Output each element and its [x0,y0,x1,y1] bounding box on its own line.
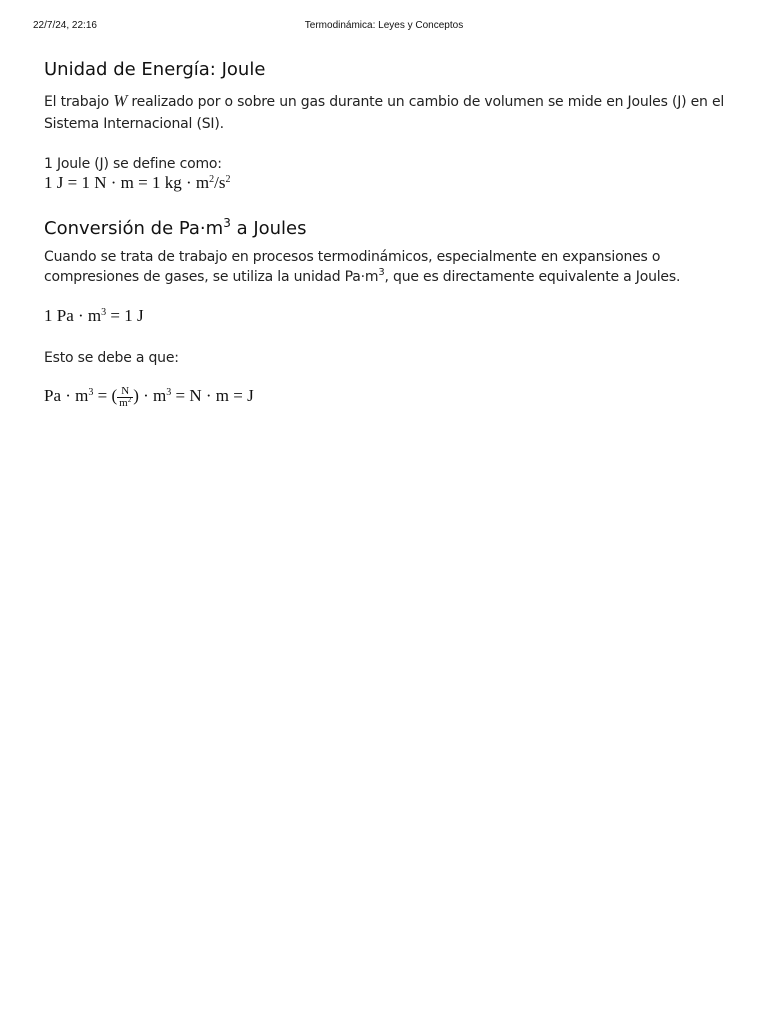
conversion-paragraph [44,247,734,287]
joule-definition-label: 1 Joule (J) se define como: [44,156,222,172]
conversion-paragraph-exp: 3 [378,267,385,278]
eq2-end: = N · m = J [171,386,254,405]
conversion-heading-end: a Joules [230,218,307,239]
eq2-open-paren: = ( [93,386,118,405]
fraction-numerator: N [117,386,133,398]
work-paragraph [44,90,734,135]
fraction-denominator-base: m [119,396,128,409]
joule-eq-slash: /s [214,173,226,192]
section-heading-conversion [44,215,734,243]
reason-label: Esto se debe a que: [44,350,179,366]
eq1-end: = 1 J [106,306,144,325]
print-header [0,18,768,34]
pa-m3-equals-joule-equation [44,305,734,327]
joule-eq-exp1: 2 [209,174,215,185]
print-date: 22/7/24, 22:16 [33,20,97,31]
joule-definition-equation [44,173,734,193]
eq1-exp: 3 [101,307,107,318]
work-variable: W [113,91,128,110]
print-title: Termodinámica: Leyes y Conceptos [304,20,464,31]
joule-eq-exp2: 2 [225,174,231,185]
eq2-close-paren: ) · m [133,386,167,405]
work-paragraph-text-start: El trabajo [44,94,114,110]
work-paragraph-text-end: realizado por o sobre un gas durante un cambio de volumen se mide en Joules (J) en el Sistema Internacional (SI). [44,94,725,132]
conversion-paragraph-end: , que es directamente equivalente a Joules. [384,269,681,285]
conversion-paragraph-start: Cuando se trata de trabajo en procesos termodinámicos, especialmente en expansiones o compresiones de gases, se utiliza la unidad Pa·m [44,249,661,285]
eq2-exp2: 3 [166,387,172,398]
fraction-denominator-exp: 2 [127,395,132,404]
newton-per-square-meter-fraction [117,386,133,409]
section-heading-joule: Unidad de Energía: Joule [44,59,266,80]
conversion-heading-exp: 3 [223,216,231,230]
document-body [44,56,734,409]
fraction-denominator [117,395,133,409]
unit-derivation-equation [44,383,734,409]
joule-eq-main: 1 J = 1 N · m = 1 kg · m [44,173,210,192]
eq2-exp: 3 [88,387,94,398]
eq2-start: Pa · m [44,386,89,405]
conversion-heading-start: Conversión de Pa·m [44,218,224,239]
eq1-start: 1 Pa · m [44,306,102,325]
